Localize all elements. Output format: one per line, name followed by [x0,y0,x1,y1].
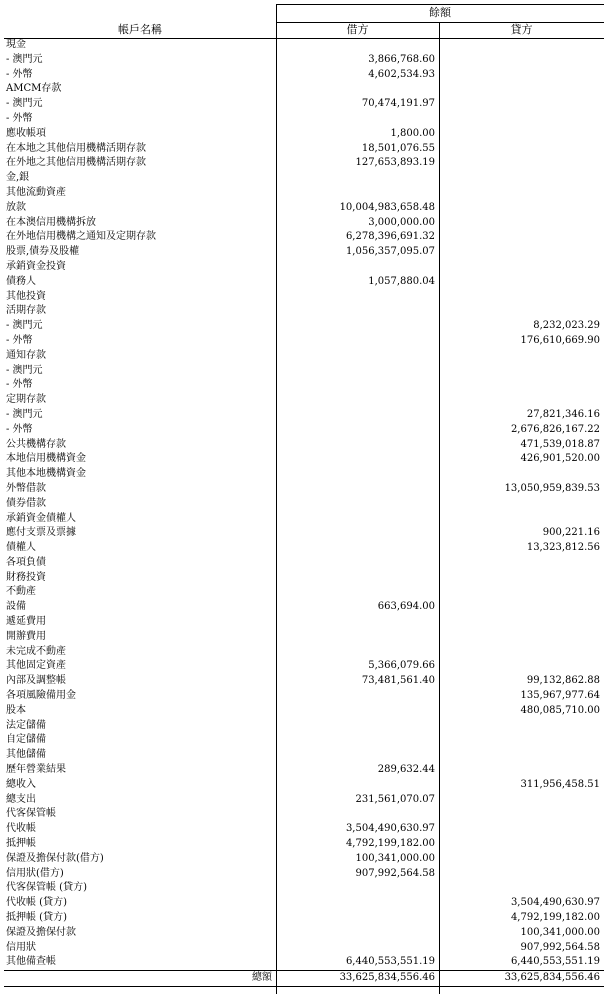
table-row [4,82,604,97]
credit-value [439,645,604,660]
credit-value [439,82,604,97]
table-row [4,733,604,748]
account-name: 其他儲備 [6,749,46,761]
debit-value [276,704,439,719]
debit-value [276,911,439,926]
credit-value: 27,821,346.16 [526,408,600,420]
debit-value [276,260,439,275]
credit-value [439,186,604,201]
credit-value [439,837,604,852]
debit-value [276,645,439,660]
table-row [4,156,604,171]
table-row [4,600,604,615]
table-row [4,867,604,882]
credit-value: 99,132,862.88 [526,675,600,687]
debit-value [276,171,439,186]
account-name: 總收入 [6,778,36,790]
table-row [4,245,604,260]
table-row [4,378,604,393]
account-name: 承銷資金投資 [6,260,66,272]
credit-value [439,260,604,275]
account-name: AMCM存款 [6,83,62,95]
table-row [4,556,604,571]
debit-value [276,393,439,408]
debit-value: 18,501,076.55 [361,142,435,154]
account-name: 信用狀(借方) [6,867,64,879]
credit-value [439,349,604,364]
debit-value: 100,341,000.00 [355,852,435,864]
table-row [4,275,604,290]
table-row [4,38,604,53]
account-name: 在外地之其他信用機構活期存款 [6,157,146,169]
account-name: 總支出 [6,793,36,805]
credit-value [439,497,604,512]
credit-value [439,171,604,186]
table-row [4,941,604,956]
table-row [4,926,604,941]
credit-value [439,867,604,882]
account-name: 保證及擔保付款(借方) [6,852,104,864]
credit-value: 4,792,199,182.00 [510,912,600,924]
table-row [4,260,604,275]
table-row [4,837,604,852]
debit-value [276,112,439,127]
account-name: 法定儲備 [6,719,46,731]
credit-value: 135,967,977.64 [520,690,600,702]
account-name: 承銷資金債權人 [6,512,76,524]
debit-value [276,186,439,201]
debit-value [276,378,439,393]
debit-value [276,423,439,438]
credit-value [439,127,604,142]
credit-value [439,142,604,157]
table-row [4,304,604,319]
debit-value [276,896,439,911]
account-name: 歷年營業結果 [6,764,66,776]
debit-value [276,290,439,305]
credit-value [439,112,604,127]
credit-value: 426,901,520.00 [520,453,600,465]
debit-value [276,38,439,53]
credit-value [439,733,604,748]
credit-value [439,97,604,112]
debit-value: 1,057,880.04 [368,275,435,287]
total-credit: 33,625,834,556.46 [439,971,604,987]
account-name: 其他本地機構資金 [6,468,86,480]
debit-value [276,438,439,453]
credit-value [439,571,604,586]
credit-value [439,630,604,645]
account-name: 不動產 [6,586,36,598]
credit-value [439,304,604,319]
account-name: 財務投資 [6,571,46,583]
account-name-header: 帳戶名稱 [118,23,162,36]
account-name: 本地信用機構資金 [6,453,86,465]
debit-value: 1,056,357,095.07 [345,246,435,258]
table-row [4,438,604,453]
table-row [4,230,604,245]
credit-value [439,393,604,408]
table-row [4,364,604,379]
table-row [4,615,604,630]
credit-value [439,719,604,734]
table-row [4,127,604,142]
debit-value [276,807,439,822]
total-debit: 33,625,834,556.46 [276,971,439,987]
account-name: 債券借款 [6,497,46,509]
debit-value [276,408,439,423]
credit-value: 471,539,018.87 [520,438,600,450]
account-name: - 澳門元 [6,364,43,376]
credit-value [439,290,604,305]
credit-value [439,512,604,527]
account-name: - 澳門元 [6,53,43,65]
account-name: 抵押帳 [6,838,36,850]
debit-value [276,926,439,941]
account-name: 保證及擔保付款 [6,926,76,938]
accounts-table [4,38,604,987]
balance-header: 餘額 [429,6,451,19]
debit-header: 借方 [346,23,369,36]
credit-value: 100,341,000.00 [520,926,600,938]
debit-value [276,615,439,630]
debit-value: 4,602,534.93 [368,68,435,80]
credit-value: 13,323,812.56 [526,542,600,554]
account-name: 應收帳項 [6,127,46,139]
table-row [4,659,604,674]
account-name: 應付支票及票據 [6,527,76,539]
account-name: 現金 [6,39,26,50]
account-name: 設備 [6,601,26,613]
credit-value: 2,676,826,167.22 [510,423,600,435]
debit-value [276,881,439,896]
account-name: - 外幣 [6,334,33,346]
credit-value [439,216,604,231]
table-row [4,142,604,157]
debit-value: 289,632.44 [377,764,435,776]
table-row [4,526,604,541]
table-row [4,955,604,970]
debit-value [276,512,439,527]
account-name: 債權人 [6,542,36,554]
account-name: 在本地之其他信用機構活期存款 [6,142,146,154]
account-name: 各項風險備用金 [6,690,76,702]
table-row [4,881,604,896]
account-name: 各項負債 [6,556,46,568]
table-row [4,763,604,778]
credit-value [439,364,604,379]
table-row [4,778,604,793]
total-row [4,971,604,987]
credit-value [439,156,604,171]
credit-column-divider [439,22,440,994]
table-row [4,423,604,438]
account-name: 代客保管帳 (貸方) [6,882,87,894]
table-row [4,452,604,467]
credit-value [439,807,604,822]
credit-value [439,53,604,68]
account-name: 遞延費用 [6,616,46,628]
table-row [4,645,604,660]
table-row [4,467,604,482]
table-row [4,216,604,231]
debit-value [276,630,439,645]
credit-value [439,881,604,896]
debit-value: 5,366,079.66 [368,660,435,672]
debit-value [276,733,439,748]
debit-value [276,778,439,793]
debit-value [276,689,439,704]
table-row [4,719,604,734]
table-row [4,349,604,364]
account-name: 在本澳信用機構拆放 [6,216,96,228]
account-name: - 澳門元 [6,320,43,332]
account-name: 信用狀 [6,941,36,953]
account-name: 其他備查帳 [6,956,56,968]
table-row [4,541,604,556]
total-label: 總額 [4,971,276,987]
account-name: 代收帳 (貸方) [6,897,67,909]
credit-value: 176,610,669.90 [520,334,600,346]
trial-balance-sheet [4,4,604,987]
debit-value [276,526,439,541]
debit-value: 70,474,191.97 [361,98,435,110]
debit-value [276,748,439,763]
credit-value [439,245,604,260]
table-row [4,512,604,527]
account-name: - 澳門元 [6,98,43,110]
account-name: 股票,債券及股權 [6,246,80,258]
credit-value: 8,232,023.29 [533,320,600,332]
debit-column-divider [276,4,277,994]
table-row [4,704,604,719]
account-name: - 外幣 [6,68,33,80]
table-row [4,822,604,837]
table-row [4,68,604,83]
table-row [4,334,604,349]
table-row [4,911,604,926]
account-name: - 外幣 [6,423,33,435]
header-bottom-rule [4,38,604,39]
debit-value: 3,504,490,630.97 [345,823,435,835]
credit-value [439,275,604,290]
debit-value [276,452,439,467]
account-name: 活期存款 [6,305,46,317]
debit-value: 3,000,000.00 [368,216,435,228]
debit-value: 6,440,553,551.19 [345,956,435,968]
credit-value [439,659,604,674]
credit-value: 311,956,458.51 [520,778,600,790]
credit-value [439,201,604,216]
credit-value [439,852,604,867]
credit-value [439,748,604,763]
credit-value [439,615,604,630]
table-row [4,408,604,423]
credit-value: 480,085,710.00 [520,704,600,716]
account-name: 通知存款 [6,349,46,361]
table-header [4,4,604,38]
account-name: 未完成不動產 [6,645,66,657]
debit-value [276,497,439,512]
credit-value [439,556,604,571]
credit-value [439,68,604,83]
account-name: 抵押帳 (貸方) [6,912,67,924]
debit-value: 907,992,564.58 [355,867,435,879]
debit-value: 6,278,396,691.32 [345,231,435,243]
table-row [4,748,604,763]
debit-value: 73,481,561.40 [361,675,435,687]
table-row [4,852,604,867]
table-row [4,793,604,808]
credit-value [439,230,604,245]
account-name: 定期存款 [6,394,46,406]
table-row [4,571,604,586]
account-name: - 外幣 [6,112,33,124]
account-name: 其他固定資產 [6,660,66,672]
table-row [4,482,604,497]
account-name: 其他流動資產 [6,186,66,198]
account-name: 開辦費用 [6,630,46,642]
debit-value [276,719,439,734]
credit-value [439,378,604,393]
debit-value: 231,561,070.07 [355,793,435,805]
debit-value: 4,792,199,182.00 [345,838,435,850]
credit-value: 907,992,564.58 [520,941,600,953]
table-row [4,497,604,512]
debit-value [276,364,439,379]
account-name: 代收帳 [6,823,36,835]
credit-value [439,600,604,615]
credit-value [439,38,604,53]
account-name: 放款 [6,201,26,213]
table-row [4,807,604,822]
table-row [4,319,604,334]
table-row [4,53,604,68]
debit-value [276,482,439,497]
debit-value [276,571,439,586]
credit-value: 6,440,553,551.19 [510,956,600,968]
debit-value [276,585,439,600]
account-name: 金,銀 [6,172,30,184]
credit-value [439,763,604,778]
credit-value [439,822,604,837]
table-row [4,585,604,600]
account-name: 自定儲備 [6,734,46,746]
debit-value: 3,866,768.60 [368,53,435,65]
credit-value [439,585,604,600]
account-name: 內部及調整帳 [6,675,66,687]
debit-value [276,82,439,97]
table-row [4,201,604,216]
account-name: 代客保管帳 [6,808,56,820]
account-name: 公共機構存款 [6,438,66,450]
account-name: - 澳門元 [6,408,43,420]
table-row [4,186,604,201]
credit-header: 貸方 [510,23,533,36]
account-name: 在外地信用機構之通知及定期存款 [6,231,156,243]
table-row [4,97,604,112]
debit-value [276,541,439,556]
table-row [4,674,604,689]
debit-value: 663,694.00 [377,601,435,613]
table-row [4,112,604,127]
debit-value [276,334,439,349]
credit-value [439,793,604,808]
debit-value: 127,653,893.19 [355,157,435,169]
debit-value [276,556,439,571]
credit-value: 900,221.16 [542,527,600,539]
debit-value [276,349,439,364]
credit-value [439,467,604,482]
debit-value [276,304,439,319]
table-row [4,689,604,704]
table-row [4,290,604,305]
credit-value: 3,504,490,630.97 [510,897,600,909]
account-name: 債務人 [6,275,36,287]
credit-value: 13,050,959,839.53 [504,482,600,494]
debit-value [276,941,439,956]
accounts-body [4,38,604,971]
table-row [4,630,604,645]
table-row [4,393,604,408]
debit-value: 1,800.00 [390,127,435,139]
table-row [4,171,604,186]
account-name: - 外幣 [6,379,33,391]
debit-value [276,467,439,482]
account-name: 股本 [6,704,26,716]
account-name: 外幣借款 [6,482,46,494]
debit-value: 10,004,983,658.48 [339,201,435,213]
account-name: 其他投資 [6,290,46,302]
debit-value [276,319,439,334]
table-row [4,896,604,911]
